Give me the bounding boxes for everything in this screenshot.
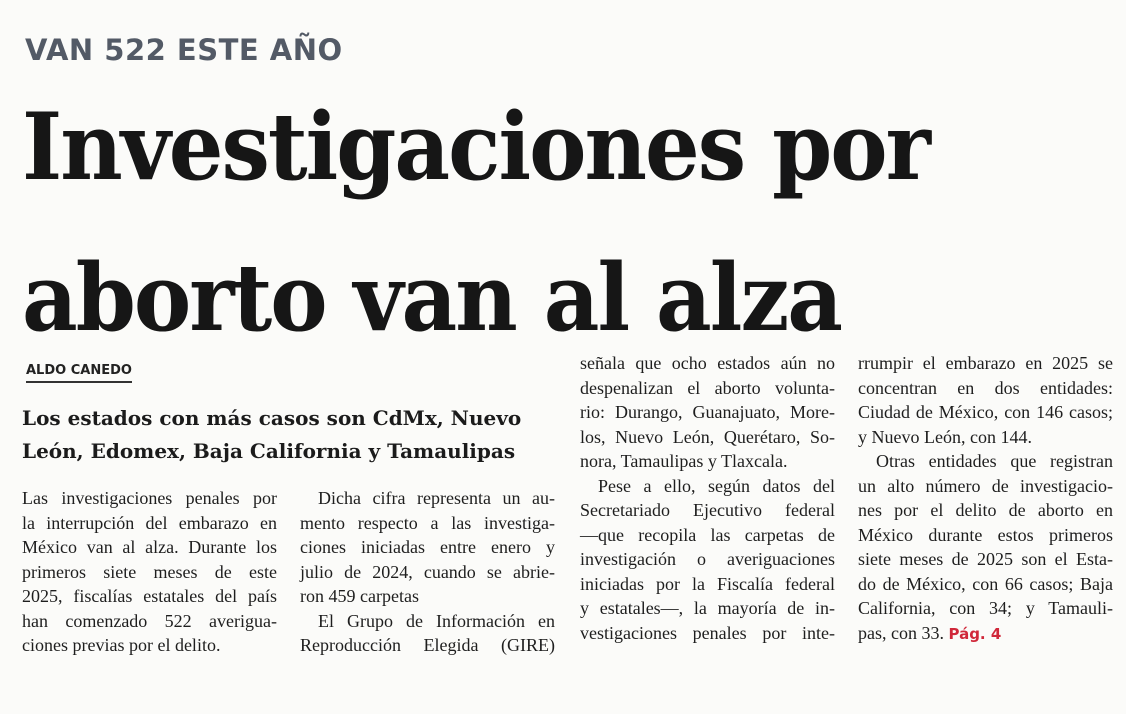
text-line: la interrupción del embarazo en (22, 512, 277, 533)
page-reference-link[interactable]: Pág. 4 (948, 624, 1002, 643)
headline-line-1: Investigaciones por (22, 92, 929, 202)
article-column-2 (300, 486, 555, 658)
text-line: —que recopila las carpetas de (580, 524, 835, 545)
text-line: primeros siete meses de este (22, 561, 277, 582)
text-line: California, con 34; y Tamauli- (858, 598, 1113, 618)
article-column-1 (22, 486, 277, 658)
text-line: Dicha cifra representa un au- (318, 488, 555, 508)
text-line: un alto número de investigacio- (858, 475, 1113, 496)
text-line: y Nuevo León, con 144. (858, 426, 1032, 447)
text-line: México durante estos primeros (858, 524, 1113, 545)
text-line: 2025, fiscalías estatales del país (22, 586, 277, 606)
text-line: ron 459 carpetas (300, 586, 419, 606)
text-line: nes por el delito de aborto en (858, 500, 1113, 520)
text-line: México van al alza. Durante los (22, 537, 277, 557)
headline (22, 72, 929, 374)
text-line: siete meses de 2025 son el Esta- (858, 549, 1113, 569)
text-line: Ciudad de México, con 146 casos; (858, 402, 1113, 422)
text-line: julio de 2024, cuando se abrie- (300, 561, 555, 582)
text-line: mento respecto a las investiga- (300, 512, 555, 533)
text-line: ciones iniciadas entre enero y (300, 537, 555, 557)
text-line: investigación o averiguaciones (580, 549, 835, 569)
text-line: despenalizan el aborto volunta- (580, 377, 835, 398)
text-line: rio: Durango, Guanajuato, More- (580, 402, 835, 422)
text-line: han comenzado 522 averigua- (22, 610, 277, 631)
text-line: Pese a ello, según datos del (598, 475, 835, 496)
text-line: Reproducción Elegida (GIRE) (300, 635, 555, 655)
text-line: El Grupo de Información en (318, 610, 555, 631)
headline-line-2: aborto van al alza (22, 243, 842, 353)
subheadline-line-1: Los estados con más casos son CdMx, Nuevo (22, 406, 522, 430)
text-line: iniciadas por la Fiscalía federal (580, 573, 835, 594)
article-column-3 (580, 351, 835, 645)
text-line: concentran en dos entidades: (858, 377, 1113, 398)
text-line: Otras entidades que registran (876, 451, 1113, 471)
text-line: nora, Tamaulipas y Tlaxcala. (580, 451, 788, 471)
subheadline-line-2: León, Edomex, Baja California y Tamaulipas (22, 439, 516, 463)
text-line: Las investigaciones penales por (22, 488, 277, 508)
text-line: señala que ocho estados aún no (580, 353, 835, 373)
text-line: vestigaciones penales por inte- (580, 622, 835, 643)
article-column-4 (858, 351, 1113, 646)
text-line: Secretariado Ejecutivo federal (580, 500, 835, 520)
text-line-end: pas, con 33. (858, 622, 944, 643)
text-line: do de México, con 66 casos; Baja (858, 573, 1113, 594)
text-line: los, Nuevo León, Querétaro, So- (580, 426, 835, 447)
text-line: rrumpir el embarazo en 2025 se (858, 353, 1113, 373)
subheadline (22, 402, 562, 468)
text-line: y estatales—, la mayoría de in- (580, 598, 835, 618)
kicker: VAN 522 ESTE AÑO (25, 33, 343, 67)
text-line-last (858, 621, 1113, 647)
text-line: ciones previas por el delito. (22, 635, 221, 655)
byline: ALDO CANEDO (26, 363, 132, 383)
